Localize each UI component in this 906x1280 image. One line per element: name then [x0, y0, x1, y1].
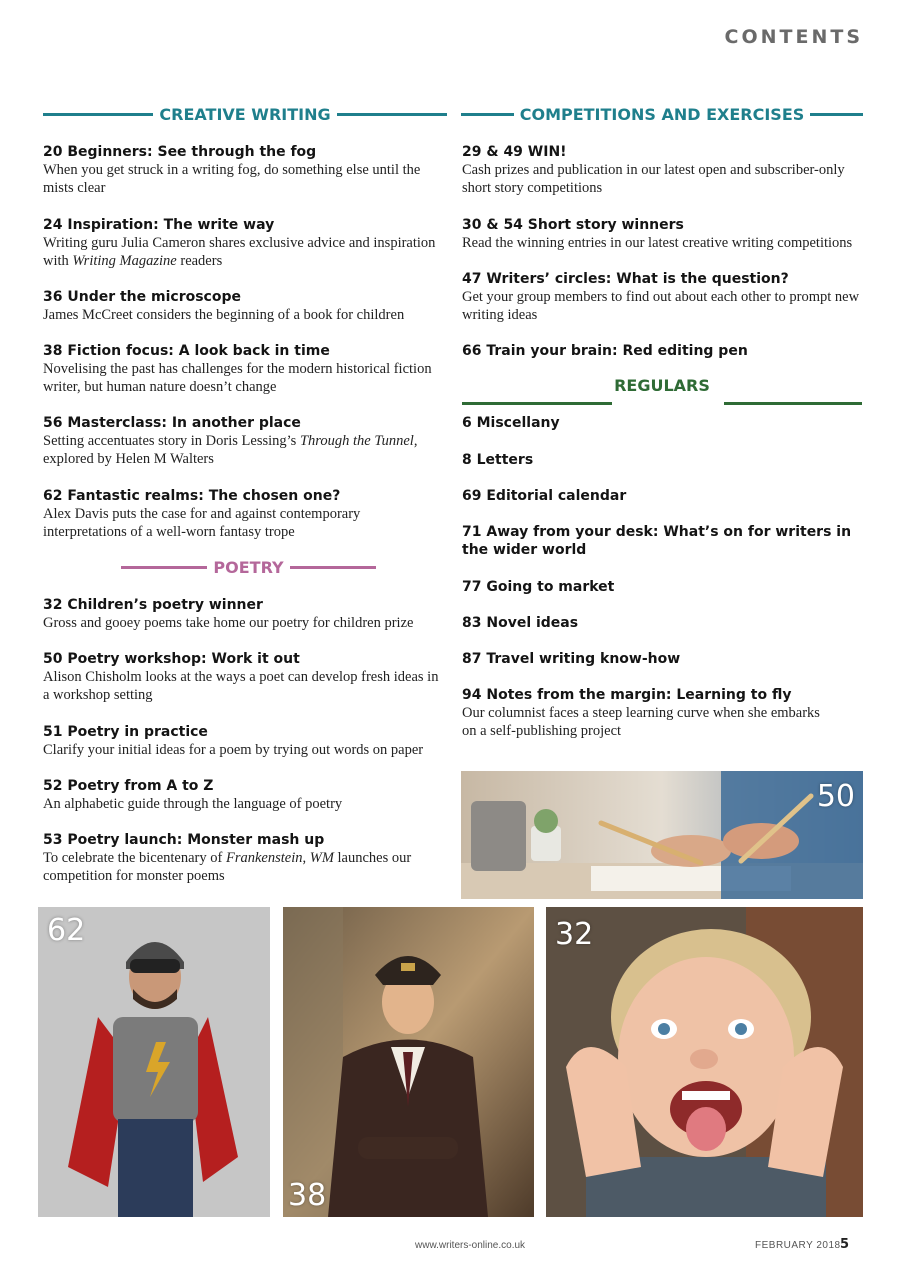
section-header-regulars: [462, 376, 862, 408]
entry-title: 38 Fiction focus: A look back in time: [43, 343, 330, 359]
entry-title: 30 & 54 Short story winners: [462, 217, 684, 233]
section-title: POETRY: [213, 557, 284, 577]
list-item[interactable]: [43, 487, 447, 541]
entry-title: 71 Away from your desk: What’s on for writers in the wider world: [462, 524, 852, 558]
entry-description: Alex Davis puts the case for and against contemporary interpretations of a well-worn fantasy trope: [43, 506, 361, 540]
list-item[interactable]: [462, 451, 862, 469]
entry-title: 47 Writers’ circles: What is the question?: [462, 271, 789, 287]
entry-description: Gross and gooey poems take home our poetry for children prize: [43, 615, 414, 631]
page-title: CONTENTS: [724, 26, 863, 48]
entry-title: 53 Poetry launch: Monster mash up: [43, 832, 325, 848]
entry-title: 52 Poetry from A to Z: [43, 778, 214, 794]
list-item[interactable]: [462, 578, 862, 596]
list-item[interactable]: [43, 723, 447, 759]
list-item[interactable]: [462, 686, 822, 740]
entry-title: 87 Travel writing know-how: [462, 651, 681, 667]
entry-description: An alphabetic guide through the language of poetry: [43, 796, 343, 812]
list-item[interactable]: [43, 342, 447, 396]
entry-description: To celebrate the bicentenary of Frankenstein, WM launches our competition for monster poems: [43, 850, 412, 884]
pilot-image: [283, 907, 534, 1217]
photo-superhero[interactable]: [38, 907, 270, 1217]
entry-title: 6 Miscellany: [462, 415, 560, 431]
entry-title: 50 Poetry workshop: Work it out: [43, 651, 300, 667]
superhero-image: [38, 907, 270, 1217]
list-item[interactable]: [43, 288, 447, 324]
entry-description: Novelising the past has challenges for the modern historical fiction writer, but human nature doesn’t change: [43, 361, 432, 395]
entry-title: 24 Inspiration: The write way: [43, 217, 275, 233]
entry-title: 29 & 49 WIN!: [462, 144, 567, 160]
list-item[interactable]: [462, 650, 862, 668]
page-number-badge: 38: [288, 1178, 327, 1213]
entry-description: Clarify your initial ideas for a poem by trying out words on paper: [43, 742, 424, 758]
list-item[interactable]: [43, 596, 447, 632]
list-item[interactable]: [43, 831, 447, 885]
list-item[interactable]: [462, 414, 862, 432]
entry-description: Get your group members to find out about each other to prompt new writing ideas: [462, 289, 860, 323]
list-item[interactable]: [43, 414, 447, 468]
footer-date: FEBRUARY 2018: [755, 1240, 841, 1251]
entry-title: 20 Beginners: See through the fog: [43, 144, 317, 160]
list-item[interactable]: [462, 216, 862, 252]
entry-title: 32 Children’s poetry winner: [43, 597, 263, 613]
list-item[interactable]: [43, 143, 447, 197]
list-item[interactable]: [462, 270, 862, 324]
entry-title: 8 Letters: [462, 452, 534, 468]
list-item[interactable]: [43, 650, 447, 704]
entry-description: Alison Chisholm looks at the ways a poet can develop fresh ideas in a workshop setting: [43, 669, 439, 703]
list-item[interactable]: [43, 777, 447, 813]
list-item[interactable]: [462, 614, 862, 632]
photo-pilot[interactable]: [283, 907, 534, 1217]
entry-description: When you get struck in a writing fog, do something else until the mists clear: [43, 162, 421, 196]
photo-writing-desk[interactable]: [461, 771, 863, 899]
list-item[interactable]: [462, 143, 862, 197]
entry-title: 66 Train your brain: Red editing pen: [462, 343, 748, 359]
section-title: COMPETITIONS AND EXERCISES: [519, 104, 805, 124]
entry-description: Writing guru Julia Cameron shares exclusive advice and inspiration with Writing Magazine readers: [43, 235, 436, 269]
photo-child[interactable]: [546, 907, 863, 1217]
page-number-badge: 50: [816, 779, 855, 814]
entry-title: 51 Poetry in practice: [43, 724, 208, 740]
entry-title: 56 Masterclass: In another place: [43, 415, 301, 431]
entry-title: 62 Fantastic realms: The chosen one?: [43, 488, 341, 504]
entry-title: 69 Editorial calendar: [462, 488, 627, 504]
child-image: [546, 907, 863, 1217]
entry-title: 36 Under the microscope: [43, 289, 241, 305]
section-title: REGULARS: [614, 376, 710, 395]
section-header-competitions: [461, 101, 863, 127]
entry-description: Cash prizes and publication in our latest open and subscriber-only short story competitions: [462, 162, 845, 196]
page-number-badge: 62: [47, 913, 86, 948]
entry-description: Setting accentuates story in Doris Lessing’s Through the Tunnel, explored by Helen M Walters: [43, 433, 418, 467]
list-item[interactable]: [43, 216, 447, 270]
entry-description: James McCreet considers the beginning of a book for children: [43, 307, 405, 323]
section-title: CREATIVE WRITING: [159, 104, 331, 124]
entry-description: Our columnist faces a steep learning curve when she embarks on a self-publishing project: [462, 705, 820, 739]
list-item[interactable]: [462, 523, 852, 559]
entry-title: 83 Novel ideas: [462, 615, 579, 631]
section-header-poetry: [121, 554, 376, 580]
footer-url[interactable]: www.writers-online.co.uk: [415, 1240, 526, 1251]
section-header-creative-writing: [43, 101, 447, 127]
list-item[interactable]: [462, 487, 862, 505]
page-number: 5: [840, 1237, 850, 1252]
entry-title: 77 Going to market: [462, 579, 615, 595]
desk-image: [461, 771, 863, 899]
entry-description: Read the winning entries in our latest creative writing competitions: [462, 235, 853, 251]
page-number-badge: 32: [555, 917, 594, 952]
list-item[interactable]: [462, 342, 862, 360]
entry-title: 94 Notes from the margin: Learning to fly: [462, 687, 792, 703]
